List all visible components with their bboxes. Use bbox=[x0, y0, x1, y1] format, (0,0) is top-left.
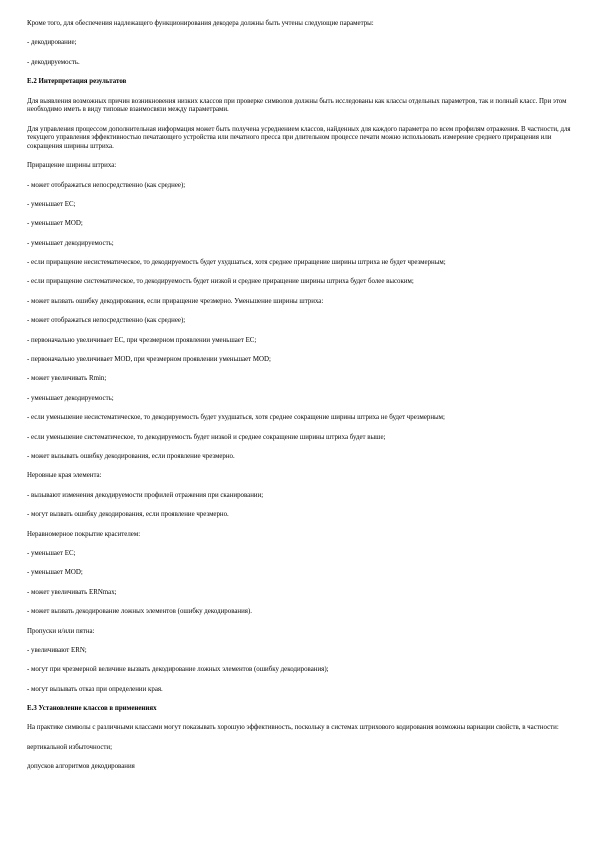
list-title: Приращение ширины штриха: bbox=[27, 162, 117, 170]
list-item: - могут при чрезмерной величине вызвать декодирование ложных элементов (ошибку декодирования); bbox=[27, 666, 329, 674]
list-item: - может отображаться непосредственно (как среднее); bbox=[27, 317, 186, 325]
list-item: - увеличивают ERN; bbox=[27, 646, 87, 654]
list-item: - если уменьшение несистематическое, то декодируемость будет ухудшаться, хотя среднее сокращение ширины штриха не будет чрезмерным; bbox=[27, 414, 445, 422]
list-item: - может вызвать ошибку декодирования, если приращение чрезмерно. Уменьшение ширины штриха: bbox=[27, 297, 324, 305]
paragraph: Для управления процессом дополнительная информация может быть получена усреднением классов, найденных для каждого параметра по всем профилям отражения. В частности, для текущего управления эффективностью печатающего устройства или печатного пресса при длительном процессе печати можно использовать измерение среднего приращения или сокращения ширины штриха. bbox=[27, 125, 571, 150]
list-title: Неровные края элемента: bbox=[27, 472, 102, 480]
list-item: - уменьшает EC; bbox=[27, 200, 76, 208]
list-item: - могут вызывать отказ при определении края. bbox=[27, 685, 163, 693]
list-item: - уменьшает MOD; bbox=[27, 220, 83, 228]
list-title: Неравномерное покрытие красителем: bbox=[27, 530, 141, 538]
paragraph-intro: Кроме того, для обеспечения надлежащего функционирования декодера должны быть учтены следующие параметры: bbox=[27, 20, 374, 27]
list-item: - первоначально увеличивает MOD, при чрезмерном проявлении уменьшает MOD; bbox=[27, 356, 271, 364]
list-item: допусков алгоритмов декодирования bbox=[27, 763, 135, 771]
paragraph: На практике символы с различными классами могут показывать хорошую эффективность, поскольку в системах штрихового кодирования возможны вариации свойств, в частности: bbox=[27, 724, 559, 732]
section-heading-e2: Е.2 Интерпретация результатов bbox=[27, 78, 127, 86]
list-item: - вызывают изменения декодируемости профилей отражения при сканировании; bbox=[27, 491, 264, 499]
list-item: - декодирование; bbox=[27, 39, 77, 47]
list-item: - могут вызвать ошибку декодирования, если проявление чрезмерно. bbox=[27, 511, 229, 519]
list-item: - может увеличивать ERNmax; bbox=[27, 588, 117, 596]
list-item: - уменьшает декодируемость; bbox=[27, 394, 114, 402]
list-item: вертикальной избыточности; bbox=[27, 743, 112, 751]
paragraph: Для выявления возможных причин возникновения низких классов при проверке символов должны быть исследованы как классы отдельных параметров, так и полный класс. При этом необходимо иметь в виду типовые взаимосвязи между параметрами. bbox=[27, 97, 567, 114]
document-page bbox=[27, 20, 572, 783]
list-item: - уменьшает MOD; bbox=[27, 569, 83, 577]
list-item: - декодируемость. bbox=[27, 58, 80, 66]
list-item: - уменьшает EC; bbox=[27, 549, 76, 557]
section-heading-e3: Е.3 Установление классов в применениях bbox=[27, 705, 157, 713]
list-item: - может вызвать декодирование ложных элементов (ошибку декодирования). bbox=[27, 608, 252, 616]
list-item: - может отображаться непосредственно (как среднее); bbox=[27, 181, 186, 189]
list-item: - если уменьшение систематическое, то декодируемость будет низкой и среднее сокращение ширины штриха будет выше; bbox=[27, 433, 386, 441]
list-item: - уменьшает декодируемость; bbox=[27, 239, 114, 247]
list-title: Пропуски и/или пятна: bbox=[27, 627, 95, 635]
list-item: - первоначально увеличивает EC, при чрезмерном проявлении уменьшает EC; bbox=[27, 336, 257, 344]
list-item: - может увеличивать Rmin; bbox=[27, 375, 107, 383]
list-item: - может вызывать ошибку декодирования, если проявление чрезмерно. bbox=[27, 452, 235, 460]
list-item: - если приращение несистематическое, то декодируемость будет ухудшаться, хотя среднее приращение ширины штриха не будет чрезмерным; bbox=[27, 259, 446, 267]
list-item: - если приращение систематическое, то декодируемость будет низкой и среднее приращение ширины штриха будет более высоким; bbox=[27, 278, 414, 286]
